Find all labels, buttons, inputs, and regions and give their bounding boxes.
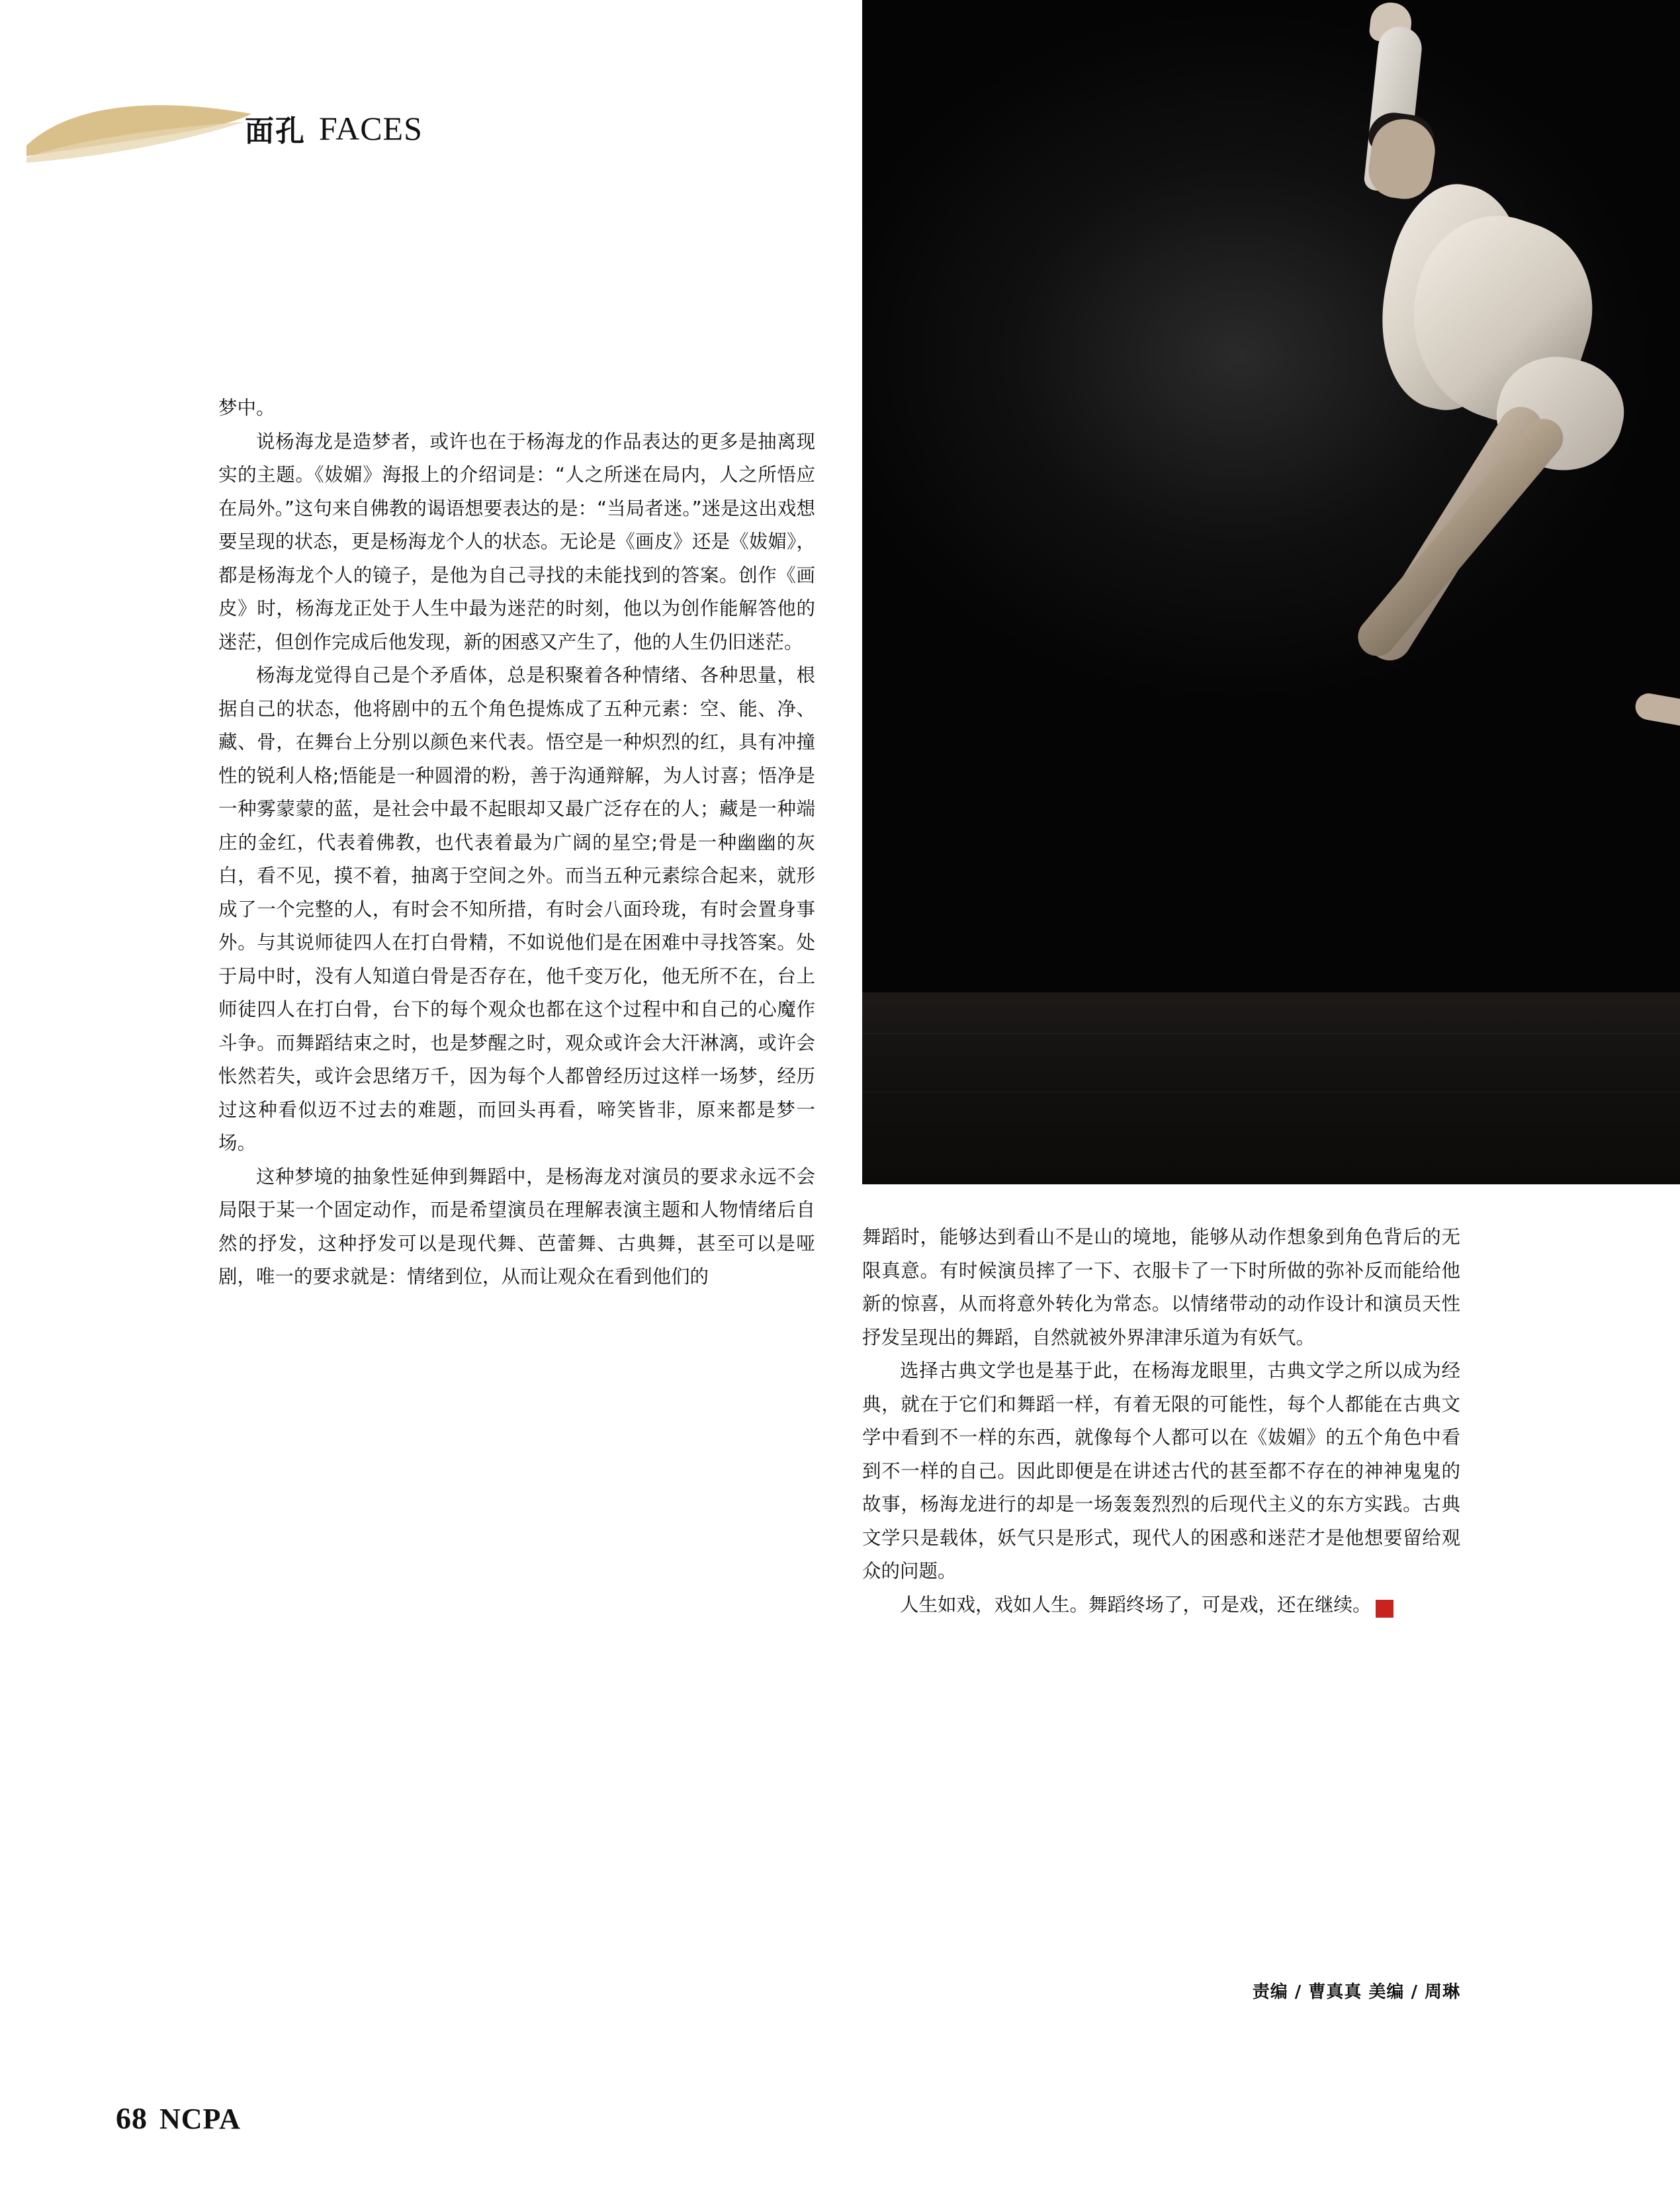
page-header xyxy=(0,99,476,172)
dancer-figure xyxy=(862,0,1680,1184)
article-credits: 责编 / 曹真真 美编 / 周琳 xyxy=(1252,1982,1460,2002)
page-footer xyxy=(116,2101,241,2136)
section-label-en: FACES xyxy=(319,110,423,147)
paragraph: 舞蹈时，能够达到看山不是山的境地，能够从动作想象到角色背后的无限真意。有时候演员摔了一下、衣服卡了一下时所做的弥补反而能给他新的惊喜，从而将意外转化为常态。以情绪带动的动作设计和演员天性抒发呈现出的舞蹈，自然就被外界津津乐道为有妖气。 xyxy=(862,1226,1460,1348)
paragraph: 说杨海龙是造梦者，或许也在于杨海龙的作品表达的更多是抽离现实的主题。《妭媚》海报上的介绍词是：“人之所迷在局内，人之所悟应在局外。”这句来自佛教的谒语想要表达的是：“当局者迷。”迷是这出戏想要呈现的状态，更是杨海龙个人的状态。无论是《画皮》还是《妭媚》，都是杨海龙个人的镜子，是他为自己寻找的未能找到的答案。创作《画皮》时，杨海龙正处于人生中最为迷茫的时刻，他以为创作能解答他的迷茫，但创作完成后他发现，新的困惑又产生了，他的人生仍旧迷茫。 xyxy=(218,430,815,653)
article-body-right-column xyxy=(862,1221,1460,1622)
publication-brand: NCPA xyxy=(159,2103,241,2135)
section-label-cn: 面孔 xyxy=(245,114,306,148)
dancer-foot-front xyxy=(1633,691,1680,731)
end-mark-icon: N xyxy=(1376,1600,1393,1618)
paragraph: 选择古典文学也是基于此，在杨海龙眼里，古典文学之所以成为经典，就在于它们和舞蹈一样，有着无限的可能性，每个人都能在古典文学中看到不一样的东西，就像每个人都可以在《妭媚》的五个角色中看到不一样的自己。因此即便是在讲述古代的甚至都不存在的神神鬼鬼的故事，杨海龙进行的却是一场轰轰烈烈的后现代主义的东方实践。古典文学只是载体，妖气只是形式，现代人的困惑和迷茫才是他想要留给观众的问题。 xyxy=(862,1360,1460,1582)
article-body-left-column xyxy=(218,392,815,1294)
paragraph-final-text: 人生如戏，戏如人生。舞蹈终场了，可是戏，还在继续。 xyxy=(900,1593,1372,1616)
paragraph: 这种梦境的抽象性延伸到舞蹈中，是杨海龙对演员的要求永远不会局限于某一个固定动作，而是希望演员在理解表演主题和人物情绪后自然的抒发，这种抒发可以是现代舞、芭蕾舞、古典舞，甚至可以是哑剧，唯一的要求就是：情绪到位，从而让观众在看到他们的 xyxy=(218,1165,815,1288)
paragraph-final xyxy=(862,1589,1460,1622)
paragraph: 杨海龙觉得自己是个矛盾体，总是积聚着各种情绪、各种思量，根据自己的状态，他将剧中的五个角色提炼成了五种元素：空、能、净、藏、骨，在舞台上分别以颜色来代表。悟空是一种炽烈的红，具有冲撞性的锐利人格;悟能是一种圆滑的粉，善于沟通辩解，为人讨喜；悟净是一种雾蒙蒙的蓝，是社会中最不起眼却又最广泛存在的人；藏是一种端庄的金红，代表着佛教，也代表着最为广阔的星空;骨是一种幽幽的灰白，看不见，摸不着，抽离于空间之外。而当五种元素综合起来，就形成了一个完整的人，有时会不知所措，有时会八面玲珑，有时会置身事外。与其说师徒四人在打白骨精，不如说他们是在困难中寻找答案。处于局中时，没有人知道白骨是否存在，他千变万化，他无所不在，台上师徒四人在打白骨，台下的每个观众也都在这个过程中和自己的心魔作斗争。而舞蹈结束之时，也是梦醒之时，观众或许会大汗淋漓，或许会怅然若失，或许会思绪万千，因为每个人都曾经历过这样一场梦，经历过这种看似迈不过去的难题，而回头再看，啼笑皆非，原来都是梦一场。 xyxy=(218,664,815,1154)
section-label xyxy=(245,107,423,150)
paragraph: 梦中。 xyxy=(218,397,275,419)
dancer-photo xyxy=(862,0,1680,1184)
dancer-leg-back xyxy=(1350,411,1571,664)
page-number: 68 xyxy=(116,2101,148,2135)
